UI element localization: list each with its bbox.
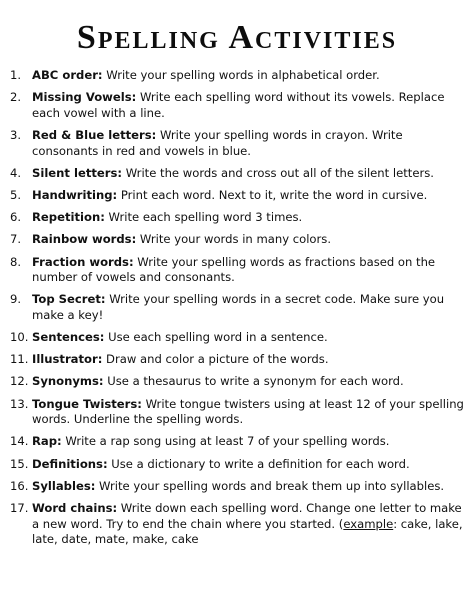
item-text: Write your spelling words as fractions based on the number of vowels and consonants. <box>32 254 436 285</box>
item-body <box>32 166 465 182</box>
list-item <box>10 255 465 286</box>
item-term: Word chains: <box>32 500 118 515</box>
list-item <box>10 330 465 346</box>
item-number: 16. <box>10 478 29 493</box>
item-number: 12. <box>10 374 29 389</box>
item-term: Repetition: <box>32 210 105 225</box>
item-body <box>32 90 465 121</box>
item-body <box>32 232 465 248</box>
item-number: 5. <box>10 187 22 202</box>
item-term: Rap: <box>32 434 62 449</box>
item-term: Syllables: <box>32 478 96 493</box>
item-text: Write your words in many colors. <box>136 232 332 247</box>
item-body <box>32 352 465 368</box>
item-body <box>32 374 465 390</box>
item-term: Fraction words: <box>32 254 134 269</box>
list-item <box>10 397 465 428</box>
item-text: Use a thesaurus to write a synonym for each word. <box>103 374 404 389</box>
item-number: 14. <box>10 434 29 449</box>
list-item <box>10 501 465 548</box>
list-item <box>10 374 465 390</box>
item-number: 11. <box>10 352 29 367</box>
item-text: Write a rap song using at least 7 of your spelling words. <box>61 434 390 449</box>
item-text: Write down each spelling word. Change one letter to make a new word. Try to end the chain where you started. ( <box>32 500 462 531</box>
item-term: Rainbow words: <box>32 232 137 247</box>
page-title: Spelling Activities <box>76 19 398 56</box>
item-number: 6. <box>10 210 22 225</box>
item-number: 9. <box>10 292 22 307</box>
item-number: 2. <box>10 90 22 105</box>
list-item <box>10 457 465 473</box>
list-item <box>10 232 465 248</box>
item-text: Write tongue twisters using at least 12 of your spelling words. Underline the spelling words. <box>32 396 464 427</box>
item-term: Tongue Twisters: <box>32 396 142 411</box>
item-text: Write your spelling words in crayon. Write consonants in red and vowels in blue. <box>32 127 403 158</box>
item-term: Sentences: <box>32 330 105 345</box>
item-text: Write your spelling words in a secret code. Make sure you make a key! <box>32 292 445 322</box>
item-term: Illustrator: <box>32 352 103 367</box>
item-body <box>32 479 465 495</box>
item-text: Draw and color a picture of the words. <box>102 352 329 367</box>
example-text: : cake, lake, late, date, mate, make, cake <box>32 516 463 547</box>
item-term: Missing Vowels: <box>32 90 137 105</box>
item-body <box>32 457 465 473</box>
activity-list <box>10 68 465 554</box>
item-text: Use a dictionary to write a definition for each word. <box>107 456 410 471</box>
item-number: 8. <box>10 254 22 269</box>
item-body <box>32 434 465 450</box>
item-body <box>32 501 465 548</box>
item-text: Write each spelling word 3 times. <box>104 210 303 225</box>
item-text: Write your spelling words in alphabetical order. <box>102 68 380 82</box>
list-item <box>10 210 465 226</box>
item-number: 15. <box>10 456 29 471</box>
item-term: Handwriting: <box>32 187 118 202</box>
item-body <box>32 397 465 428</box>
item-number: 3. <box>10 127 22 142</box>
item-term: Synonyms: <box>32 374 104 389</box>
item-body <box>32 255 465 286</box>
item-text: Write your spelling words and break them up into syllables. <box>95 478 445 493</box>
item-term: Silent letters: <box>32 165 123 180</box>
item-number: 4. <box>10 165 22 180</box>
item-number: 10. <box>10 330 29 345</box>
list-item <box>10 90 465 121</box>
list-item <box>10 292 465 323</box>
item-body <box>32 292 465 323</box>
list-item <box>10 479 465 495</box>
item-body <box>32 330 465 346</box>
item-term: Top Secret: <box>32 292 106 307</box>
list-item <box>10 68 465 84</box>
item-text: Write the words and cross out all of the silent letters. <box>122 165 434 180</box>
item-body <box>32 188 465 204</box>
item-term: Red & Blue letters: <box>32 127 157 142</box>
list-item <box>10 128 465 159</box>
item-body <box>32 210 465 226</box>
item-number: 13. <box>10 396 29 411</box>
item-body <box>32 68 465 84</box>
item-term: Definitions: <box>32 456 108 471</box>
item-text: Use each spelling word in a sentence. <box>104 330 328 345</box>
item-body <box>32 128 465 159</box>
list-item <box>10 352 465 368</box>
list-item <box>10 166 465 182</box>
item-term: ABC order: <box>32 68 103 82</box>
item-text: Print each word. Next to it, write the word in cursive. <box>117 187 428 202</box>
example-label: example <box>343 516 394 531</box>
item-number: 17. <box>10 500 29 515</box>
list-item <box>10 434 465 450</box>
item-text: Write each spelling word without its vowels. Replace each vowel with a line. <box>32 90 445 120</box>
list-item <box>10 188 465 204</box>
item-number: 1. <box>10 68 22 82</box>
item-number: 7. <box>10 232 22 247</box>
